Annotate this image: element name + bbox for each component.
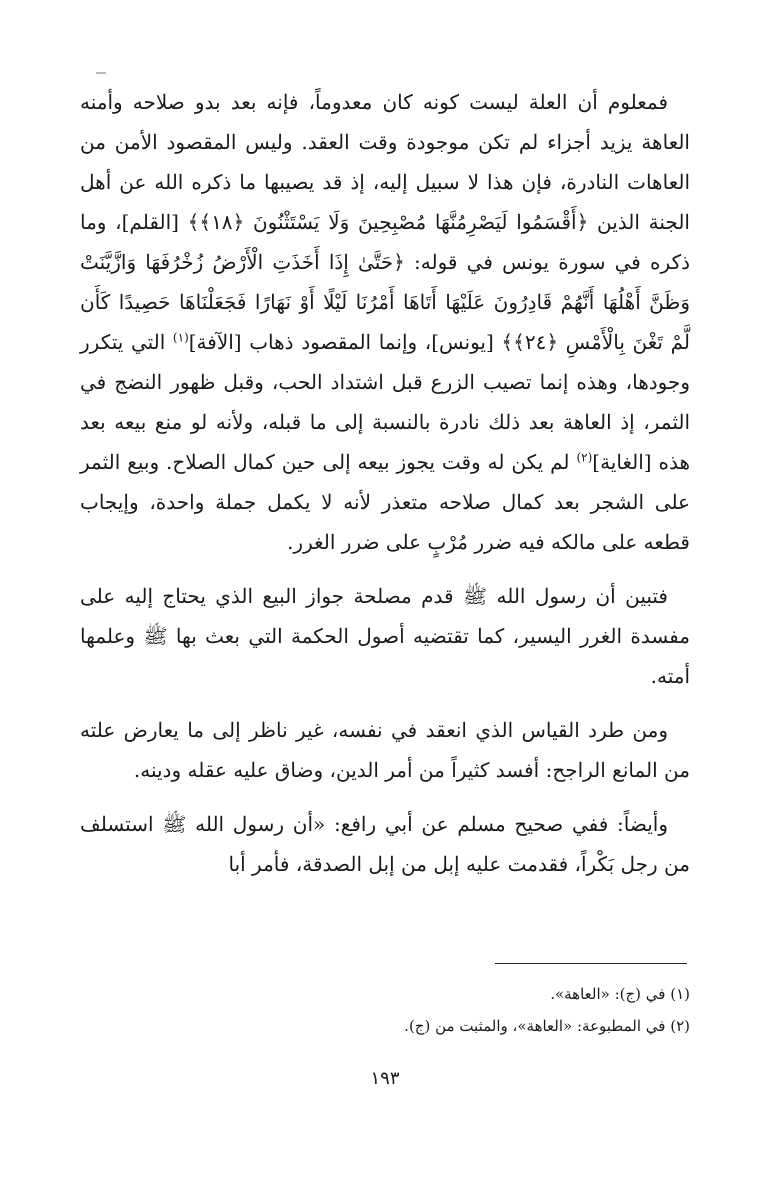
page-number: ١٩٣ <box>370 1068 400 1089</box>
footnotes <box>80 978 690 1042</box>
paragraph-2: فتبين أن رسول الله ﷺ قدم مصلحة جواز البيع الذي يحتاج إليه على مفسدة الغرر اليسير، كما تقتضيه أصول الحكمة التي بعث بها ﷺ وعلمها أمته. <box>80 584 690 688</box>
footnote-divider <box>495 963 687 964</box>
scan-mark <box>96 72 106 74</box>
paragraph-4: وأيضاً: ففي صحيح مسلم عن أبي رافع: «أن رسول الله ﷺ استسلف من رجل بَكْراً، فقدمت عليه إبل من إبل الصدقة، فأمر أبا <box>80 812 690 876</box>
footnote-ref-2: (٢) <box>576 450 593 465</box>
paragraph-1-text-after: التي يتكرر وجودها، وهذه إنما تصيب الزرع قبل اشتداد الحب، وقبل ظهور النضج في الثمر، إذ العاهة بعد ذلك نادرة بالنسبة إلى ما قبله، ولأنه لو منع بيعه بعد هذه [الغاية] <box>80 330 690 474</box>
footnote-1: (١) في (ج): «العاهة». <box>550 985 690 1003</box>
paragraph-1 <box>80 82 690 562</box>
paragraph-3: ومن طرد القياس الذي انعقد في نفسه، غير ناظر إلى ما يعارض علته من المانع الراجح: أفسد كثيراً من أمر الدين، وضاق عليه عقله ودينه. <box>80 718 690 782</box>
footnote-ref-1: (١) <box>172 330 189 345</box>
paragraph-1-text-end: لم يكن له وقت يجوز بيعه إلى حين كمال الصلاح. وبيع الثمر على الشجر بعد كمال صلاحه متعذر لأنه لا يكمل جملة واحدة، وإيجاب قطعه على مالكه فيه ضرر مُرْبٍ على ضرر الغرر. <box>80 450 690 554</box>
footnote-2: (٢) في المطبوعة: «العاهة»، والمثبت من (ج). <box>404 1017 690 1035</box>
paragraph-1-text: فمعلوم أن العلة ليست كونه كان معدوماً، فإنه بعد بدو صلاحه وأمنه العاهة يزيد أجزاء لم تكن موجودة وقت العقد. وليس المقصود الأمن من العاهات النادرة، فإن هذا لا سبيل إليه، إذ قد يصيبها ما ذكره الله عن أهل الجنة الذين ﴿أَقْسَمُوا لَيَصْرِمُنَّهَا مُصْبِحِينَ وَلَا يَسْتَثْنُونَ ﴿١٨﴾﴾ [القلم]، وما ذكره في سورة يونس في قوله: ﴿حَتَّىٰ إِذَا أَخَذَتِ الْأَرْضُ زُخْرُفَهَا وَازَّيَّنَتْ وَظَنَّ أَهْلُهَا أَنَّهُمْ قَادِرُونَ عَلَيْهَا أَتَاهَا أَمْرُنَا لَيْلًا أَوْ نَهَارًا فَجَعَلْنَاهَا حَصِيدًا كَأَن لَّمْ تَغْنَ بِالْأَمْسِ ﴿٢٤﴾﴾ [يونس]، وإنما المقصود ذهاب [الآفة] <box>80 90 690 354</box>
page-body <box>80 82 690 898</box>
